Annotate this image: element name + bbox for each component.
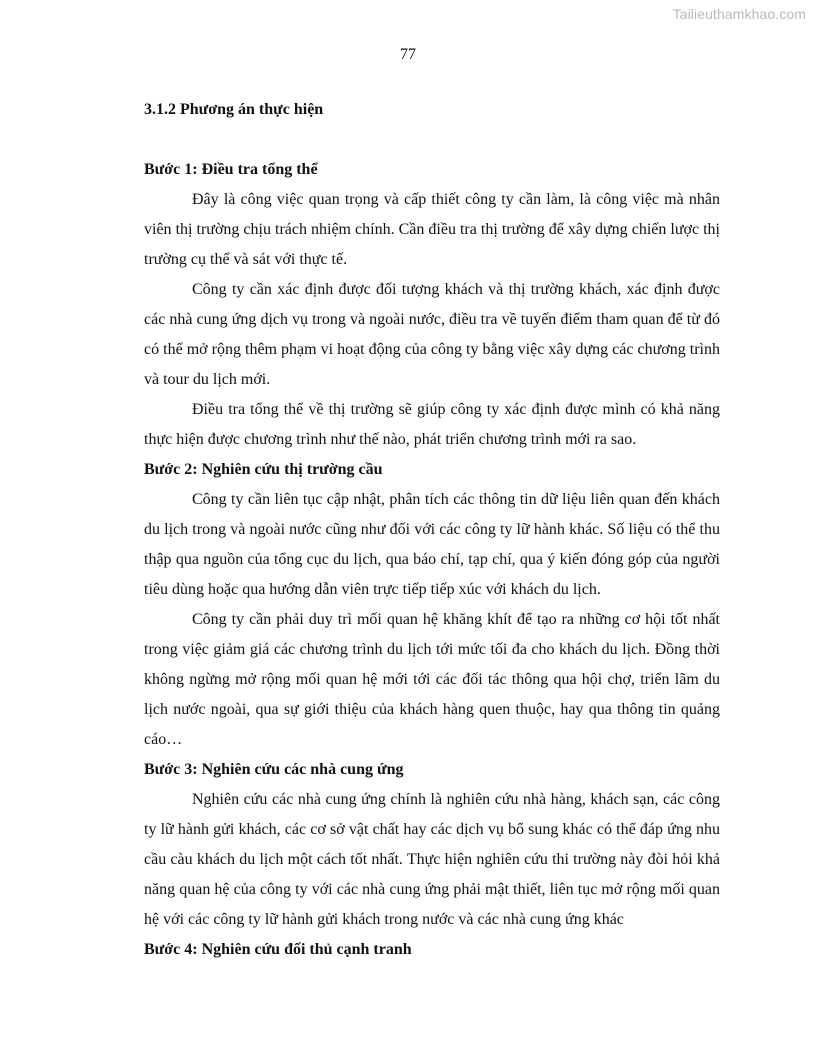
watermark: Tailieuthamkhao.com — [672, 6, 806, 22]
step-1-title: Bước 1: Điều tra tổng thể — [144, 161, 318, 178]
step-2-paragraph-1: Công ty cần liên tục cập nhật, phân tích các thông tin dữ liệu liên quan đến khách du lịch trong và ngoài nước cũng như đối với các công ty lữ hành khác. Số liệu có thể thu thập qua nguồn của tổng cục du lịch, qua báo chí, tạp chí, qua ý kiến đóng góp của người tiêu dùng hoặc qua hướng dẫn viên trực tiếp tiếp xúc với khách du lịch. — [144, 491, 720, 598]
step-2-title: Bước 2: Nghiên cứu thị trường cầu — [144, 461, 383, 478]
step-3-paragraph-1: Nghiên cứu các nhà cung ứng chính là nghiên cứu nhà hàng, khách sạn, các công ty lữ hành gửi khách, các cơ sở vật chất hay các dịch vụ bổ sung khác có thể đáp ứng nhu cầu càu khách du lịch một cách tốt nhất. Thực hiện nghiên cứu thi trường này đòi hỏi khả năng quan hệ của công ty với các nhà cung ứng phải mật thiết, liên tục mở rộng mối quan hệ với các công ty lữ hành gửi khách trong nước và các nhà cung ứng khác — [144, 791, 720, 928]
step-4-title: Bước 4: Nghiên cứu đối thủ cạnh tranh — [144, 941, 412, 958]
document-body — [144, 95, 720, 965]
section-title: 3.1.2 Phương án thực hiện — [144, 101, 324, 118]
step-1-paragraph-3: Điều tra tổng thể về thị trường sẽ giúp công ty xác định được mình có khả năng thực hiện được chương trình như thế nào, phát triển chương trình mới ra sao. — [144, 401, 720, 448]
step-1-paragraph-2: Công ty cần xác định được đối tượng khách và thị trường khách, xác định được các nhà cung ứng dịch vụ trong và ngoài nước, điều tra về tuyến điểm tham quan để từ đó có thể mở rộng thêm phạm vi hoạt động của công ty bằng việc xây dựng các chương trình và tour du lịch mới. — [144, 281, 720, 388]
step-3-title: Bước 3: Nghiên cứu các nhà cung ứng — [144, 761, 404, 778]
step-1-paragraph-1: Đây là công việc quan trọng và cấp thiết công ty cần làm, là công việc mà nhân viên thị trường chịu trách nhiệm chính. Cần điều tra thị trường để xây dựng chiến lược thị trường cụ thể và sát với thực tế. — [144, 191, 720, 268]
page-number: 77 — [400, 46, 416, 63]
step-2-paragraph-2: Công ty cần phải duy trì mối quan hệ khăng khít để tạo ra những cơ hội tốt nhất trong việc giảm giá các chương trình du lịch tới mức tối đa cho khách du lịch. Đồng thời không ngừng mở rộng mối quan hệ mới tới các đối tác thông qua hội chợ, triển lãm du lịch nước ngoài, qua sự giới thiệu của khách hàng quen thuộc, hay qua thông tin quảng cáo… — [144, 611, 720, 748]
